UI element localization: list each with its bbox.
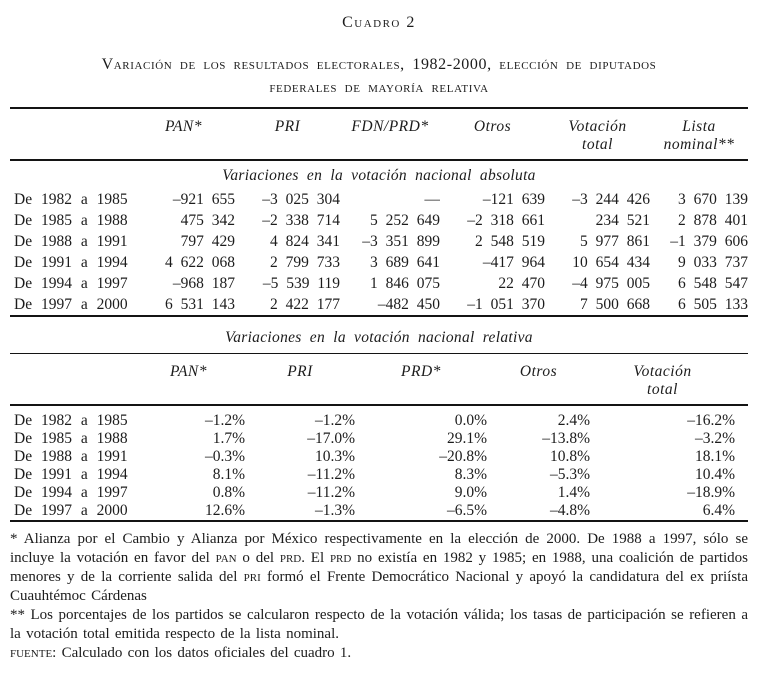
pri-cell: 4 824 341 — [270, 233, 340, 250]
otros-cell: 22 470 — [498, 275, 545, 292]
prd-cell: 9.0% — [454, 484, 487, 501]
fdn-prd-cell: 1 846 075 — [370, 275, 440, 292]
column-header-label: nominal** — [663, 136, 735, 153]
column-header-label: Lista — [682, 118, 716, 135]
table-row — [10, 430, 748, 448]
column-header-label: total — [647, 381, 678, 398]
footnotes — [10, 530, 748, 663]
lista-nominal-cell: 3 670 139 — [678, 191, 748, 208]
column-header-label: FDN/PRD* — [351, 118, 429, 135]
column-header-label: Otros — [519, 363, 558, 380]
pri-cell: 10.3% — [314, 448, 355, 465]
lista-nominal-cell: 6 548 547 — [678, 275, 748, 292]
footnote-text: * Alianza por el Cambio y Alianza por México respectivamente en la elección de 2000. De 1988 a 1997, sólo se incluye la votación en favor del — [10, 531, 748, 566]
votacion-total-cell: 18.1% — [694, 448, 735, 465]
pri-cell: –11.2% — [307, 466, 355, 483]
pan-cell: 12.6% — [204, 502, 245, 519]
pan-cell: –1.2% — [204, 412, 245, 429]
fdn-prd-cell: –3 351 899 — [362, 233, 440, 250]
otros-cell: –5.3% — [549, 466, 590, 483]
horizontal-rule — [10, 520, 748, 522]
column-header-label: PAN* — [169, 363, 208, 380]
footnote-text: o del — [236, 550, 280, 566]
column-header-prd — [355, 363, 487, 399]
horizontal-rule — [10, 404, 748, 406]
period-cell: De 1982 a 1985 — [14, 191, 128, 208]
column-header-label: Otros — [473, 118, 512, 135]
column-header-pri — [235, 118, 340, 154]
pri-cell: 2 422 177 — [270, 296, 340, 313]
otros-cell: –121 639 — [482, 191, 545, 208]
source-label: fuente: — [10, 645, 57, 661]
footnote-asterisk — [10, 530, 748, 606]
footnote-double-asterisk: ** Los porcentajes de los partidos se calcularon respecto de la votación válida; los tasas de participación se refieren a la votación total emitida respecto de la lista nominal. — [10, 607, 748, 642]
votacion-total-cell: 7 500 668 — [580, 296, 650, 313]
table-row — [10, 252, 748, 273]
prd-cell: 0.0% — [454, 412, 487, 429]
horizontal-rule — [10, 315, 748, 317]
pri-cell: –3 025 304 — [262, 191, 340, 208]
otros-cell: 10.8% — [549, 448, 590, 465]
table-row — [10, 484, 748, 502]
column-header-label: PRD* — [401, 363, 441, 380]
otros-cell: –2 318 661 — [467, 212, 545, 229]
column-header-label: Votación — [568, 118, 627, 135]
column-header-label: PRI — [287, 363, 313, 380]
period-cell: De 1985 a 1988 — [14, 430, 128, 447]
lista-nominal-cell: 6 505 133 — [678, 296, 748, 313]
pri-cell: –17.0% — [307, 430, 355, 447]
table-row — [10, 502, 748, 520]
table-row — [10, 294, 748, 315]
relative-table-header-row — [10, 354, 748, 404]
footnote-text: . El — [301, 550, 330, 566]
pri-cell: –1.3% — [314, 502, 355, 519]
footnote-text: no existía en 1982 y 1985; en 1988, una coalición de partidos menores y de la corriente salida del — [10, 550, 748, 585]
otros-cell: 2 548 519 — [475, 233, 545, 250]
votacion-total-cell: –3.2% — [694, 430, 735, 447]
table-title — [10, 53, 748, 99]
table-row — [10, 448, 748, 466]
period-cell: De 1985 a 1988 — [14, 212, 128, 229]
column-header-votacion-total — [545, 118, 650, 154]
otros-cell: –13.8% — [542, 430, 590, 447]
period-cell: De 1988 a 1991 — [14, 448, 128, 465]
votacion-total-cell: 10 654 434 — [572, 254, 650, 271]
empty-header-cell — [10, 118, 132, 154]
pan-cell: 797 429 — [180, 233, 235, 250]
table-title-line1: Variación de los resultados electorales, 1982-2000, elección de diputados — [101, 56, 657, 73]
fdn-prd-cell: 3 689 641 — [370, 254, 440, 271]
pri-cell: 2 799 733 — [270, 254, 340, 271]
votacion-total-cell: 234 521 — [595, 212, 650, 229]
pri-cell: –1.2% — [314, 412, 355, 429]
period-cell: De 1988 a 1991 — [14, 233, 128, 250]
column-header-votacion-total — [590, 363, 748, 399]
period-cell: De 1994 a 1997 — [14, 484, 128, 501]
party-acronym: prd — [329, 550, 352, 566]
pri-cell: –11.2% — [307, 484, 355, 501]
pan-cell: –0.3% — [204, 448, 245, 465]
pan-cell: 4 622 068 — [165, 254, 235, 271]
otros-cell: 2.4% — [557, 412, 590, 429]
pan-cell: 475 342 — [180, 212, 235, 229]
otros-cell: 1.4% — [557, 484, 590, 501]
table-row — [10, 189, 748, 210]
table-row — [10, 231, 748, 252]
column-header-pan — [132, 363, 245, 399]
prd-cell: 29.1% — [446, 430, 487, 447]
period-cell: De 1997 a 2000 — [14, 502, 128, 519]
votacion-total-cell: 5 977 861 — [580, 233, 650, 250]
footnote-text: formó el Frente Democrático Nacional y apoyó la candidatura del ex priísta Cuauhtémoc Cárdenas — [10, 569, 748, 604]
otros-cell: –417 964 — [482, 254, 545, 271]
lista-nominal-cell: 2 878 401 — [678, 212, 748, 229]
column-header-otros — [487, 363, 590, 399]
otros-cell: –4.8% — [549, 502, 590, 519]
prd-cell: –6.5% — [446, 502, 487, 519]
votacion-total-cell: 6.4% — [702, 502, 735, 519]
table-number: Cuadro 2 — [342, 14, 416, 31]
absolute-table-header-row — [10, 109, 748, 159]
horizontal-rule — [10, 159, 748, 161]
pan-cell: 6 531 143 — [165, 296, 235, 313]
source-text: Calculado con los datos oficiales del cuadro 1. — [61, 645, 352, 661]
column-header-pan — [132, 118, 235, 154]
table-row — [10, 273, 748, 294]
votacion-total-cell: –3 244 426 — [572, 191, 650, 208]
pan-cell: 8.1% — [212, 466, 245, 483]
votacion-total-cell: –18.9% — [687, 484, 735, 501]
period-cell: De 1991 a 1994 — [14, 254, 128, 271]
column-header-label: PRI — [274, 118, 301, 135]
pan-cell: –921 655 — [172, 191, 235, 208]
pan-cell: 0.8% — [212, 484, 245, 501]
fdn-prd-cell: — — [424, 191, 440, 208]
section-title-absolute: Variaciones en la votación nacional absoluta — [222, 167, 536, 184]
pri-cell: –2 338 714 — [262, 212, 340, 229]
lista-nominal-cell: –1 379 606 — [670, 233, 748, 250]
pan-cell: 1.7% — [212, 430, 245, 447]
absolute-table-body — [10, 189, 748, 315]
empty-header-cell — [10, 363, 132, 399]
column-header-lista-nominal — [650, 118, 748, 154]
period-cell: De 1991 a 1994 — [14, 466, 128, 483]
period-cell: De 1997 a 2000 — [14, 296, 128, 313]
column-header-label: Votación — [633, 363, 692, 380]
column-header-pri — [245, 363, 355, 399]
period-cell: De 1994 a 1997 — [14, 275, 128, 292]
absolute-table — [10, 109, 748, 317]
relative-table-body — [10, 412, 748, 520]
prd-cell: 8.3% — [454, 466, 487, 483]
otros-cell: –1 051 370 — [467, 296, 545, 313]
fdn-prd-cell: –482 450 — [377, 296, 440, 313]
column-header-label: total — [582, 136, 613, 153]
period-cell: De 1982 a 1985 — [14, 412, 128, 429]
table-row — [10, 466, 748, 484]
table-title-line2: federales de mayoría relativa — [269, 79, 489, 96]
pri-cell: –5 539 119 — [262, 275, 340, 292]
table-row — [10, 210, 748, 231]
party-acronym: prd — [279, 550, 302, 566]
relative-table — [10, 329, 748, 522]
lista-nominal-cell: 9 033 737 — [678, 254, 748, 271]
column-header-fdn-prd — [340, 118, 440, 154]
party-acronym: pri — [243, 569, 261, 585]
votacion-total-cell: –16.2% — [687, 412, 735, 429]
column-header-label: PAN* — [164, 118, 203, 135]
party-acronym: pan — [215, 550, 237, 566]
pan-cell: –968 187 — [172, 275, 235, 292]
document-page — [0, 14, 758, 663]
section-title-relative: Variaciones en la votación nacional relativa — [225, 329, 533, 346]
votacion-total-cell: –4 975 005 — [572, 275, 650, 292]
prd-cell: –20.8% — [439, 448, 487, 465]
votacion-total-cell: 10.4% — [694, 466, 735, 483]
source-note — [10, 644, 748, 663]
fdn-prd-cell: 5 252 649 — [370, 212, 440, 229]
table-row — [10, 412, 748, 430]
column-header-otros — [440, 118, 545, 154]
